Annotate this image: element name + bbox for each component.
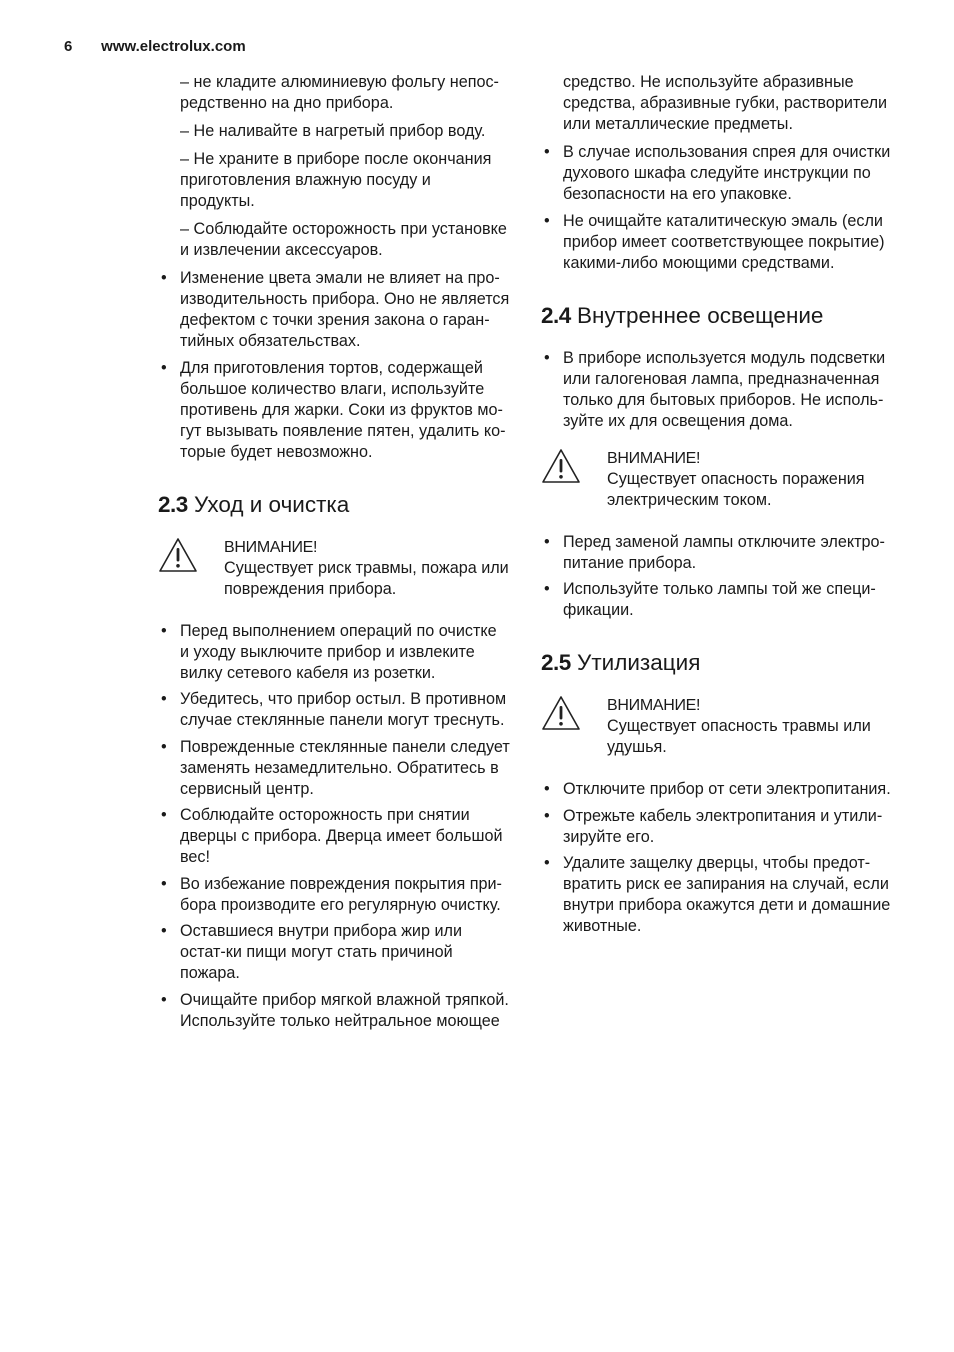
bullet-item: • Во избежание повреждения покрытия при-бора производите его регулярную очистку. bbox=[158, 874, 510, 916]
warning-triangle-icon bbox=[541, 695, 607, 731]
bullet-item: • Соблюдайте осторожность при снятии дверцы с прибора. Дверца имеет большой вес! bbox=[158, 805, 510, 868]
right-column bbox=[541, 72, 899, 943]
bullet-item: • Изменение цвета эмали не влияет на про-изводительность прибора. Оно не является дефектом с точки зрения закона о гаран-тийных обязательствах. bbox=[158, 268, 510, 352]
bullet-item: • В случае использования спрея для очистки духового шкафа следуйте инструкции по безопасности на его упаковке. bbox=[541, 142, 899, 205]
site-url[interactable]: www.electrolux.com bbox=[101, 38, 246, 55]
warning-triangle-icon bbox=[158, 537, 224, 573]
bullet-item: • Для приготовления тортов, содержащей большое количество влаги, используйте противень для жарки. Соки из фруктов мо-гут вызывать появление пятен, удалить ко-торые будет невозможно. bbox=[158, 358, 510, 463]
warning-title: ВНИМАНИЕ! bbox=[224, 538, 318, 556]
bullet-item: • Используйте только лампы той же специ-фикации. bbox=[541, 579, 899, 621]
bullet-list bbox=[541, 779, 899, 937]
bullet-item: • В приборе используется модуль подсветки или галогеновая лампа, предназначенная только для бытовых приборов. Не исполь-зуйте их для освещения дома. bbox=[541, 348, 899, 432]
bullet-list bbox=[541, 142, 899, 274]
bullet-list bbox=[158, 621, 510, 1032]
warning-text: Существует опасность поражения электрическим током. bbox=[607, 469, 865, 509]
section-number: 2.5 bbox=[541, 650, 571, 675]
page-number: 6 bbox=[64, 38, 73, 55]
section-heading-2-5 bbox=[541, 649, 899, 677]
warning-block bbox=[541, 448, 899, 511]
warning-text: Существует риск травмы, пожара или повреждения прибора. bbox=[224, 558, 509, 598]
bullet-item: • Удалите защелку дверцы, чтобы предот-вратить риск ее запирания на случай, если внутри прибора окажутся дети и домашние животные. bbox=[541, 853, 899, 937]
bullet-list bbox=[541, 348, 899, 432]
left-column bbox=[158, 72, 510, 1037]
page-header bbox=[64, 38, 246, 55]
dash-item: – Не наливайте в нагретый прибор воду. bbox=[180, 122, 486, 140]
warning-block bbox=[158, 537, 510, 600]
bullet-item: • Очищайте прибор мягкой влажной тряпкой. Используйте только нейтральное моющее bbox=[158, 990, 510, 1032]
intro-block bbox=[158, 72, 510, 261]
dash-item: – не кладите алюминиевую фольгу непос-редственно на дно прибора. bbox=[180, 73, 499, 112]
warning-title: ВНИМАНИЕ! bbox=[607, 697, 701, 714]
continuation-paragraph: средство. Не используйте абразивные средства, абразивные губки, растворители или металлические предметы. bbox=[563, 73, 888, 133]
warning-triangle-icon bbox=[541, 448, 607, 484]
bullet-item: • Не очищайте каталитическую эмаль (если прибор имеет соответствующее покрытие) какими-либо моющими средствами. bbox=[541, 211, 899, 274]
bullet-item: • Отрежьте кабель электропитания и утили-зируйте его. bbox=[541, 806, 899, 848]
bullet-item: • Перед выполнением операций по очистке и уходу выключите прибор и извлеките вилку сетевого кабеля из розетки. bbox=[158, 621, 510, 684]
section-title: Внутреннее освещение bbox=[577, 302, 824, 328]
bullet-item: • Убедитесь, что прибор остыл. В противном случае стеклянные панели могут треснуть. bbox=[158, 689, 510, 731]
warning-title: ВНИМАНИЕ! bbox=[607, 449, 701, 467]
bullet-list bbox=[158, 268, 510, 463]
section-number: 2.3 bbox=[158, 491, 188, 517]
section-title: Утилизация bbox=[577, 650, 701, 675]
warning-text: Существует опасность травмы или удушья. bbox=[607, 717, 871, 756]
bullet-item: • Отключите прибор от сети электропитания. bbox=[541, 779, 899, 800]
section-number: 2.4 bbox=[541, 302, 571, 328]
bullet-item: • Поврежденные стеклянные панели следует заменять незамедлительно. Обратитесь в сервисный центр. bbox=[158, 737, 510, 800]
dash-item: – Не храните в приборе после окончания приготовления влажную посуду и продукты. bbox=[180, 150, 492, 210]
dash-item: – Соблюдайте осторожность при установке и извлечении аксессуаров. bbox=[180, 220, 507, 259]
bullet-item: • Оставшиеся внутри прибора жир или остат-ки пищи могут стать причиной пожара. bbox=[158, 921, 510, 984]
bullet-list bbox=[541, 532, 899, 622]
section-title: Уход и очистка bbox=[194, 491, 350, 517]
section-heading-2-3 bbox=[158, 491, 510, 519]
warning-block bbox=[541, 695, 899, 758]
section-heading-2-4 bbox=[541, 302, 899, 330]
bullet-item: • Перед заменой лампы отключите электро-питание прибора. bbox=[541, 532, 899, 574]
